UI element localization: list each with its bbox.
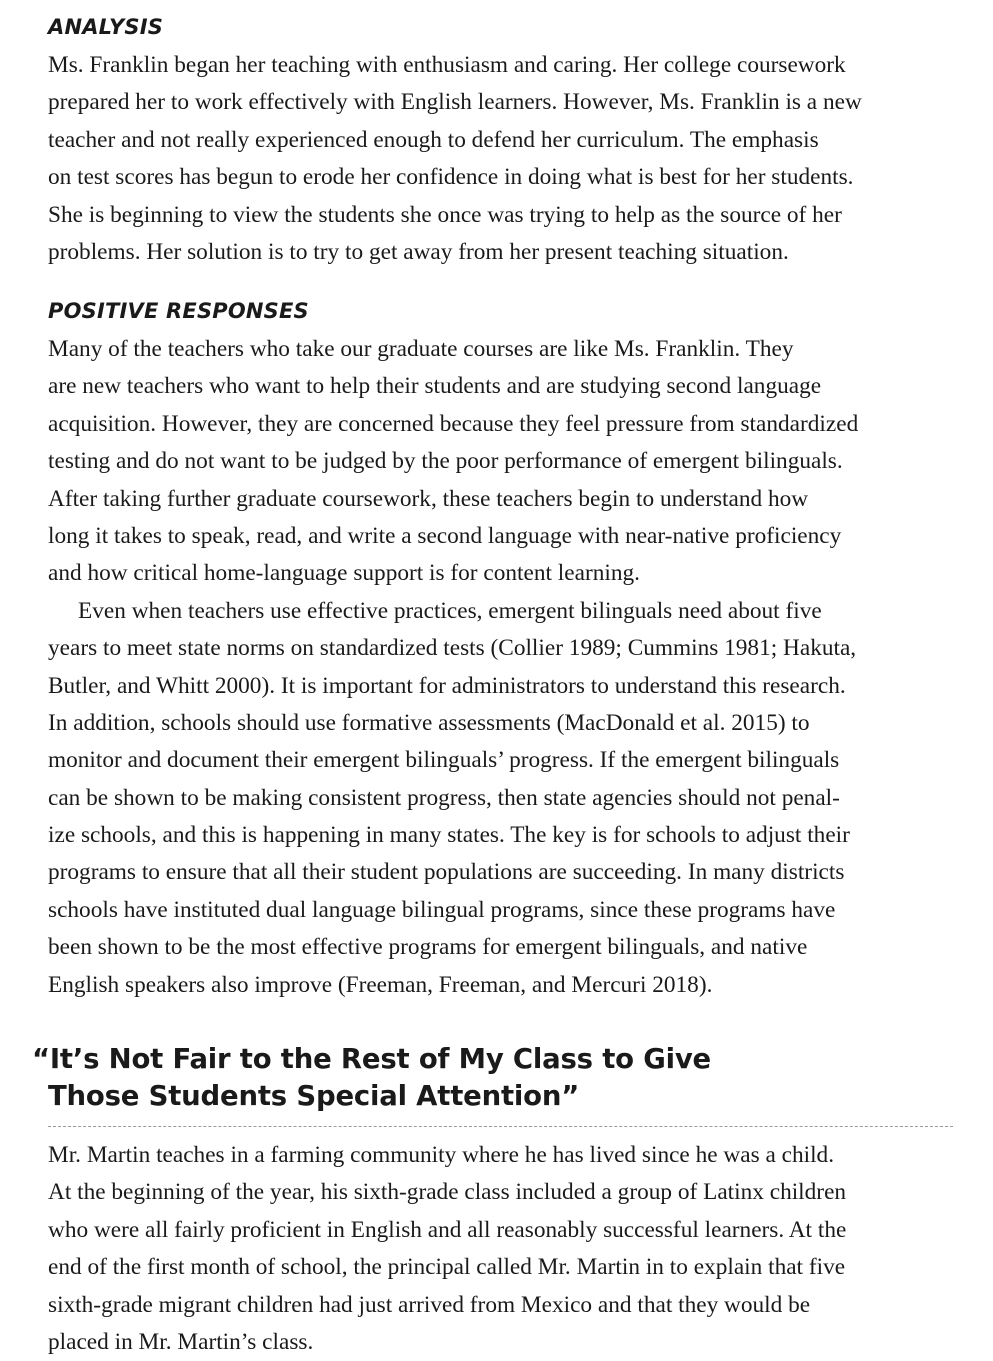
text-line: ize schools, and this is happening in many states. The key is for schools to adjust their <box>48 822 850 849</box>
text-line: Many of the teachers who take our graduate courses are like Ms. Franklin. They <box>48 336 794 362</box>
text-line: placed in Mr. Martin’s class. <box>48 1328 314 1355</box>
text-line: on test scores has begun to erode her confidence in doing what is best for her students. <box>48 164 854 191</box>
case-title-line-2: Those Students Special Attention” <box>48 1080 580 1112</box>
martin-case-paragraph <box>48 1137 846 1361</box>
positive-responses-body <box>48 331 858 1004</box>
case-title <box>32 1041 952 1115</box>
text-line: prepared her to work effectively with English learners. However, Ms. Franklin is a new <box>48 89 862 116</box>
text-line: teacher and not really experienced enough to defend her curriculum. The emphasis <box>48 126 819 153</box>
text-line: At the beginning of the year, his sixth-grade class included a group of Latinx children <box>48 1179 847 1206</box>
text-line: are new teachers who want to help their students and are studying second language <box>48 373 822 400</box>
text-line: and how critical home-language support is for content learning. <box>48 560 640 587</box>
text-line: She is beginning to view the students she once was trying to help as the source of her <box>48 201 842 228</box>
text-line: been shown to be the most effective programs for emergent bilinguals, and native <box>48 934 808 961</box>
text-line: years to meet state norms on standardized tests (Collier 1989; Cummins 1981; Hakuta, <box>48 635 857 662</box>
text-line: After taking further graduate coursework, these teachers begin to understand how <box>48 485 809 512</box>
analysis-heading: ANALYSIS <box>48 15 164 39</box>
text-line: Ms. Franklin began her teaching with enthusiasm and caring. Her college coursework <box>48 52 846 78</box>
text-line: can be shown to be making consistent progress, then state agencies should not penal- <box>48 784 840 811</box>
section-divider <box>48 1126 953 1127</box>
text-line-indented: Even when teachers use effective practices, emergent bilinguals need about five <box>78 597 822 624</box>
text-line: sixth-grade migrant children had just arrived from Mexico and that they would be <box>48 1291 811 1318</box>
text-line: who were all fairly proficient in English and all reasonably successful learners. At the <box>48 1216 847 1243</box>
text-line: acquisition. However, they are concerned because they feel pressure from standardized <box>48 410 859 437</box>
text-line: Butler, and Whitt 2000). It is important for administrators to understand this research. <box>48 672 846 699</box>
case-title-line-1: “It’s Not Fair to the Rest of My Class to Give <box>32 1043 711 1075</box>
text-line: In addition, schools should use formative assessments (MacDonald et al. 2015) to <box>48 709 810 736</box>
text-line: problems. Her solution is to try to get away from her present teaching situation. <box>48 238 789 265</box>
text-line: long it takes to speak, read, and write a second language with near-native proficiency <box>48 522 842 549</box>
text-line: end of the first month of school, the principal called Mr. Martin in to explain that five <box>48 1254 846 1281</box>
text-line: schools have instituted dual language bilingual programs, since these programs have <box>48 896 836 923</box>
text-line: English speakers also improve (Freeman, Freeman, and Mercuri 2018). <box>48 971 713 998</box>
positive-responses-heading: POSITIVE RESPONSES <box>48 299 309 323</box>
text-line: programs to ensure that all their student populations are succeeding. In many districts <box>48 859 845 886</box>
text-line: Mr. Martin teaches in a farming community where he has lived since he was a child. <box>48 1142 835 1168</box>
text-line: monitor and document their emergent bilinguals’ progress. If the emergent bilinguals <box>48 747 840 774</box>
text-line: testing and do not want to be judged by the poor performance of emergent bilinguals. <box>48 448 843 475</box>
analysis-paragraph <box>48 47 862 271</box>
